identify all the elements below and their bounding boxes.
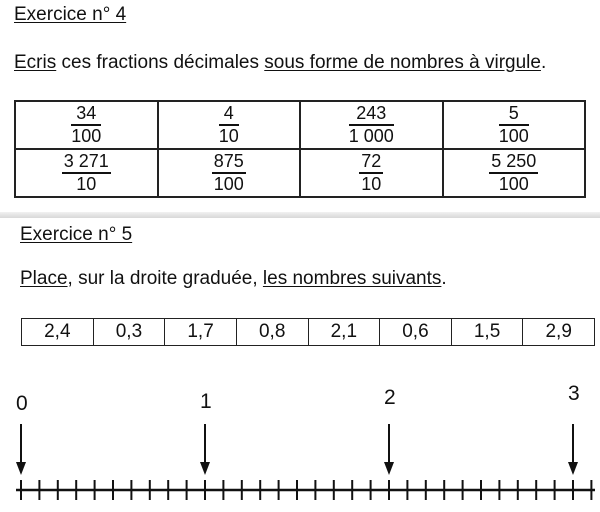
numbers-row [22, 319, 595, 346]
number-cell: 2,1 [308, 319, 380, 346]
fraction [212, 152, 246, 194]
fraction [62, 152, 111, 194]
exercise-4-title: Exercice n° 4 [14, 4, 127, 25]
denominator: 100 [213, 173, 244, 194]
arrow-head [16, 462, 26, 475]
instruction-verb: Place [20, 268, 68, 289]
instruction-verb: Ecris [14, 52, 57, 73]
numerator: 72 [359, 152, 383, 174]
fraction-cell [15, 101, 158, 149]
number-line-label: 1 [200, 390, 212, 413]
arrow-head [200, 462, 210, 475]
numerator: 5 250 [489, 152, 538, 174]
fraction-cell [158, 149, 301, 197]
instruction-end: . [441, 268, 447, 289]
numerator: 875 [212, 152, 246, 174]
instruction-emphasis: sous forme de nombres à virgule [264, 52, 541, 73]
denominator: 100 [71, 125, 102, 146]
number-line-label: 3 [568, 382, 580, 405]
fraction-cell [300, 101, 443, 149]
exercise-4-instruction [14, 52, 546, 74]
fraction-cell [443, 149, 586, 197]
denominator: 10 [76, 173, 97, 194]
number-cell: 2,9 [523, 319, 595, 346]
page-divider [0, 212, 600, 218]
denominator: 10 [218, 125, 239, 146]
number-cell: 1,5 [451, 319, 523, 346]
number-cell: 2,4 [22, 319, 94, 346]
number-line-label: 2 [384, 386, 396, 409]
number-cell: 0,3 [93, 319, 165, 346]
number-cell: 0,6 [380, 319, 452, 346]
numerator: 3 271 [62, 152, 111, 174]
numerator: 4 [219, 104, 239, 126]
numbers-table [21, 318, 595, 346]
number-line [0, 380, 600, 510]
instruction-text: ces fractions décimales [56, 52, 265, 73]
fractions-table [14, 100, 586, 198]
number-cell: 1,7 [165, 319, 237, 346]
arrow-head [384, 462, 394, 475]
fractions-row [15, 101, 585, 149]
fraction [489, 152, 538, 194]
numerator: 243 [349, 104, 394, 126]
numerator: 34 [71, 104, 101, 126]
fraction [499, 104, 529, 146]
fraction-cell [158, 101, 301, 149]
instruction-end: . [540, 52, 547, 73]
instruction-emphasis: les nombres suivants [262, 268, 442, 289]
number-line-label: 0 [16, 392, 28, 415]
denominator: 10 [361, 173, 382, 194]
fraction-cell [300, 149, 443, 197]
fraction [71, 104, 101, 146]
exercise-5-title: Exercice n° 5 [20, 224, 133, 245]
fractions-row [15, 149, 585, 197]
exercise-5-instruction [20, 268, 447, 290]
fraction-cell [15, 149, 158, 197]
number-cell: 0,8 [236, 319, 308, 346]
denominator: 1 000 [348, 125, 394, 146]
denominator: 100 [498, 173, 529, 194]
fraction [219, 104, 239, 146]
arrow-head [568, 462, 578, 475]
fraction [359, 152, 383, 194]
fraction [349, 104, 394, 146]
fraction-cell [443, 101, 586, 149]
denominator: 100 [498, 125, 529, 146]
instruction-text: , sur la droite graduée, [67, 268, 263, 289]
numerator: 5 [499, 104, 529, 126]
